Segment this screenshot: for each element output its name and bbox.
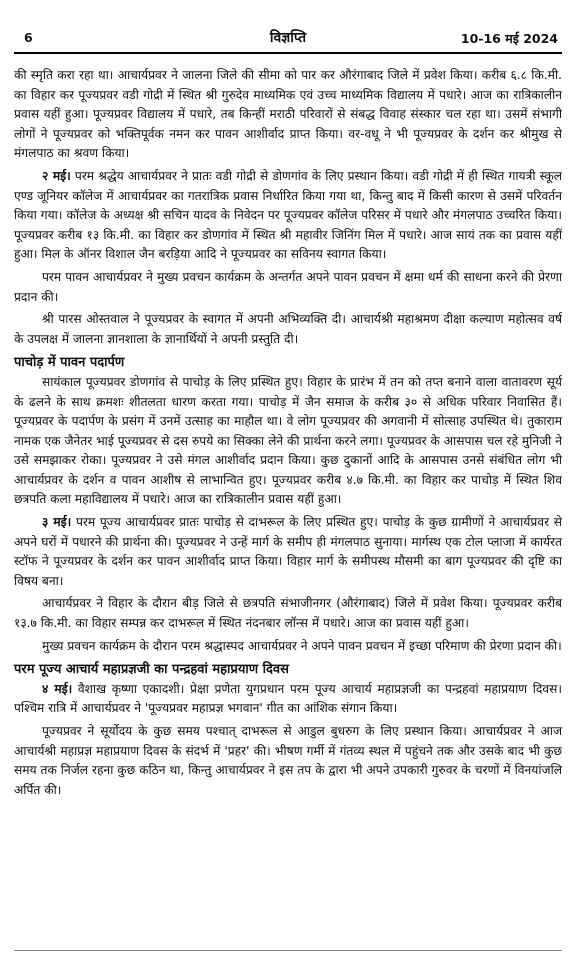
issue-date: 10-16 मई 2024 xyxy=(460,31,558,46)
paragraph-1: की स्मृति करा रहा था। आचार्यप्रवर ने जालना जिले की सीमा को पार कर औरंगाबाद जिले में प्रवेश किया। करीब ६.८ कि.मी. का विहार कर पूज्यप्रवर वडी गोद्री में स्थित श्री गुरुदेव माध्यमिक एवं उच्च माध्यमिक विद्यालय में पधारे। आज का रात्रिकालीन प्रवास यहीं हुआ। पूज्यप्रवर विद्यालय में पधारे, तब किन्हीं मराठी परिवारों से संबद्ध विवाह संस्कार चल रहा था। उसमें संभागी लोगों ने पूज्यप्रवर को भक्तिपूर्वक नमन कर पावन आशीर्वाद प्राप्त किया। वर-वधू ने भी पूज्यप्रवर के दर्शन कर श्रीमुख से मंगलपाठ का श्रवण किया। xyxy=(14,68,562,161)
paragraph-6 xyxy=(14,513,562,591)
page-header xyxy=(14,22,562,54)
publication-title: विज्ञप्ति xyxy=(269,30,307,46)
date-may-3: ३ मई। xyxy=(42,515,72,530)
paragraph-8: मुख्य प्रवचन कार्यक्रम के दौरान परम श्रद्धास्पद आचार्यप्रवर ने अपने पावन प्रवचन में इच्छा परिमाण की प्रेरणा प्रदान की। xyxy=(42,638,562,653)
paragraph-10: पूज्यप्रवर ने सूर्योदय के कुछ समय पश्चात् दाभरूल से आडुल बुधरुग के लिए प्रस्थान किया। आचार्यप्रवर ने आज आचार्यश्री महाप्रज्ञ महाप्रयाण दिवस के संदर्भ में 'प्रहर' की। भीषण गर्मी में गंतव्य स्थल में पहुंचने तक और उसके बाद भी कुछ समय तक निर्जल रहना कुछ कठिन था, किन्तु आचार्यप्रवर ने इस तप के द्वारा भी अपने उपकारी गुरुवर के चरणों में विनयांजलि अर्पित की। xyxy=(14,724,562,797)
bottom-divider xyxy=(14,950,562,951)
paragraph-4: श्री पारस ओस्तवाल ने पूज्यप्रवर के स्वागत में अपनी अभिव्यक्ति दी। आचार्यश्री महाश्रमण दीक्षा कल्याण महोत्सव वर्ष के उपलक्ष में जालना ज्ञानशाला के ज्ञानार्थियों ने अपनी प्रस्तुति दी। xyxy=(14,312,562,346)
paragraph-2 xyxy=(14,167,562,265)
paragraph-3: परम पावन आचार्यप्रवर ने मुख्य प्रवचन कार्यक्रम के अन्तर्गत अपने पावन प्रवचन में क्षमा धर्म की साधना करने की प्रेरणा प्रदान की। xyxy=(14,269,562,304)
page-number: 6 xyxy=(24,30,33,45)
paragraph-9-text: वैशाख कृष्णा एकादशी। प्रेक्षा प्रणेता युगप्रधान परम पूज्य आचार्य महाप्रज्ञजी का पन्द्रहवां महाप्रयाण दिवस। पश्चिम रात्रि में आचार्यप्रवर ने 'पूज्यप्रवर महाप्रज्ञ भगवान' गीत का आंशिक संगान किया। xyxy=(14,681,562,716)
section-heading-mahaprayan: परम पूज्य आचार्य महाप्रज्ञजी का पन्द्रहवां महाप्रयाण दिवस xyxy=(14,662,289,678)
date-may-2: २ मई। xyxy=(42,168,71,183)
paragraph-2-text: परम श्रद्धेय आचार्यप्रवर ने प्रातः वडी गोद्री से डोणगांव के लिए प्रस्थान किया। वडी गोद्री में ही स्थित गायत्री स्कूल एण्ड जूनियर कॉलेज में आचार्यप्रवर का गतरात्रिक प्रवास निर्धारित किया गया था, किन्तु बाद में किसी कारण से उसमें परिवर्तन किया गया। कॉलेज के अध्यक्ष श्री सचिन यादव के निवेदन पर पूज्यप्रवर कॉलेज परिसर में पधारे और मंगलपाठ उच्चरित किया। पूज्यप्रवर करीब १३ कि.मी. का विहार कर डोणगांव में स्थित श्री महावीर जिनिंग मिल में पधारे। आज सायं तक का प्रवास यहीं हुआ। मिल के ऑनर विशाल जैन बरड़िया आदि ने पूज्यप्रवर का सविनय स्वागत किया। xyxy=(14,168,562,262)
paragraph-9 xyxy=(14,680,562,719)
paragraph-6-text: परम पूज्य आचार्यप्रवर प्रातः पाचोड़ से दाभरूल के लिए प्रस्थित हुए। पाचोड़ के कुछ ग्रामीणों ने आचार्यप्रवर से अपने घरों में पधारने की प्रार्थना की। पूज्यप्रवर ने उन्हें मार्ग के समीप ही मंगलपाठ सुनाया। मार्गस्थ एक टोल प्लाजा में कार्यरत स्टॉफ ने पूज्यप्रवर के दर्शन कर पावन आशीर्वाद प्राप्त किया। विहार मार्ग के समीपस्थ मौसमी का बाग पूज्यप्रवर की दृष्टि का विषय बना। xyxy=(14,515,562,588)
paragraph-7: आचार्यप्रवर ने विहार के दौरान बीड़ जिले से छत्रपति संभाजीनगर (औरंगाबाद) जिले में प्रवेश किया। पूज्यप्रवर करीब १३.७ कि.मी. का विहार सम्पन्न कर दाभरूल में स्थित नंदनबार लॉन्स में पधारे। आज का प्रवास यहीं हुआ। xyxy=(14,596,562,631)
date-may-4: ४ मई। xyxy=(42,681,73,696)
paragraph-5: सायंकाल पूज्यप्रवर डोणगांव से पाचोड़ के लिए प्रस्थित हुए। विहार के प्रारंभ में तन को तप्त बनाने वाला वातावरण सूर्य के ढलने के साथ क्रमशः शीतलता धारण करता गया। पाचोड़ में जैन समाज के करीब ३० से अधिक परिवार निवासित हैं। पूज्यप्रवर के पदार्पण के प्रसंग में उनमें उत्साह का माहौल था। वे लोग पूज्यप्रवर की अगवानी में सोत्साह उपस्थित थे। तुकाराम नामक एक जैनेतर भाई पूज्यप्रवर से दस रुपये का सिक्का लेने की प्रार्थना करने लगा। पूज्यप्रवर के आसपास चल रहे मुनिजी ने उसे समझाकर रोका। पूज्यप्रवर ने उसे मंगल आशीर्वाद प्रदान किया। कुछ दुकानों आदि के आसपास उनसे संबंधित लोग भी आचार्यप्रवर के दर्शन व पावन आशीष से लाभान्वित हुए। पूज्यप्रवर करीब ४.७ कि.मी. का विहार कर पाचोड़ में स्थित शिव छत्रपति कला महाविद्यालय में पधारे। आज का रात्रिकालीन प्रवास यहीं हुआ। xyxy=(14,374,562,507)
section-heading-pachod: पाचोड़ में पावन पदार्पण xyxy=(14,355,125,371)
article-body xyxy=(14,66,562,800)
